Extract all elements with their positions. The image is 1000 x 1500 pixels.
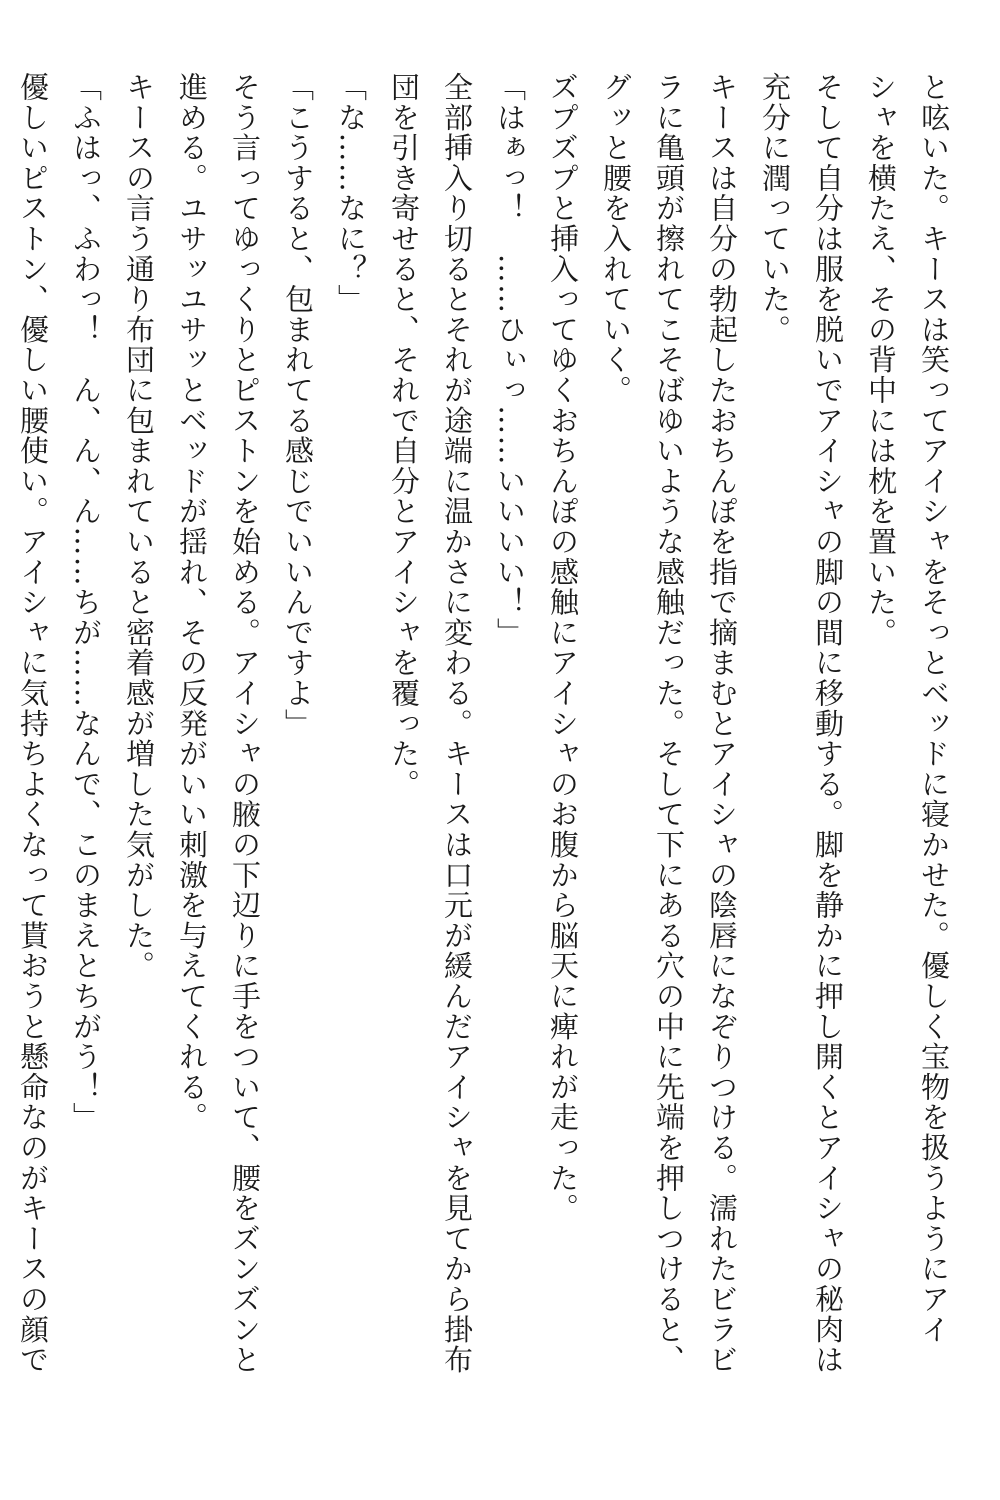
text-line: シャを横たえ、その背中には枕を置いた。 (864, 72, 898, 648)
text-line: そう言ってゆっくりとピストンを始める。アイシャの腋の下辺りに手をついて、腰をズンズンと (228, 72, 262, 1375)
text-line: キースは自分の勃起したおちんぽを指で摘まむとアイシャの陰唇になぞりつける。濡れたビラビ (705, 72, 739, 1375)
text-line: 全部挿入り切るとそれが途端に温かさに変わる。キースは口元が緩んだアイシャを見てから掛布 (440, 72, 474, 1375)
dialogue-line: 「ふはっ、ふわっ！ ん、ん、ん……ちが……なんで、このまえとちがう！」 (69, 72, 103, 1133)
text-line: そして自分は服を脱いでアイシャの脚の間に移動する。脚を静かに押し開くとアイシャの秘肉は (811, 72, 845, 1375)
text-line: ラに亀頭が擦れてこそばゆいような感触だった。そして下にある穴の中に先端を押しつけると、 (652, 72, 686, 1375)
dialogue-line: 「はぁっ！ ……ひぃっ……いいいい！」 (493, 72, 527, 648)
text-line: グッと腰を入れていく。 (599, 72, 633, 406)
vertical-text-body (16, 72, 960, 1412)
text-line: ズプズプと挿入ってゆくおちんぽの感触にアイシャのお腹から脳天に痺れが走った。 (546, 72, 580, 1224)
text-line: 団を引き寄せると、それで自分とアイシャを覆った。 (387, 72, 421, 800)
dialogue-line: 「こうすると、包まれてる感じでいいんですよ」 (281, 72, 315, 739)
text-line: 優しいピストン、優しい腰使い。アイシャに気持ちよくなって貰おうと懸命なのがキースの顔で (16, 72, 50, 1375)
dialogue-line: 「な……なに？」 (334, 72, 368, 315)
text-line: 充分に潤っていた。 (758, 72, 792, 345)
text-line: 進める。ユサッユサッとベッドが揺れ、その反発がいい刺激を与えてくれる。 (175, 72, 209, 1133)
text-line: キースの言う通り布団に包まれていると密着感が増した気がした。 (122, 72, 156, 981)
text-line: と呟いた。キースは笑ってアイシャをそっとベッドに寝かせた。優しく宝物を扱うようにアイ (917, 72, 951, 1345)
